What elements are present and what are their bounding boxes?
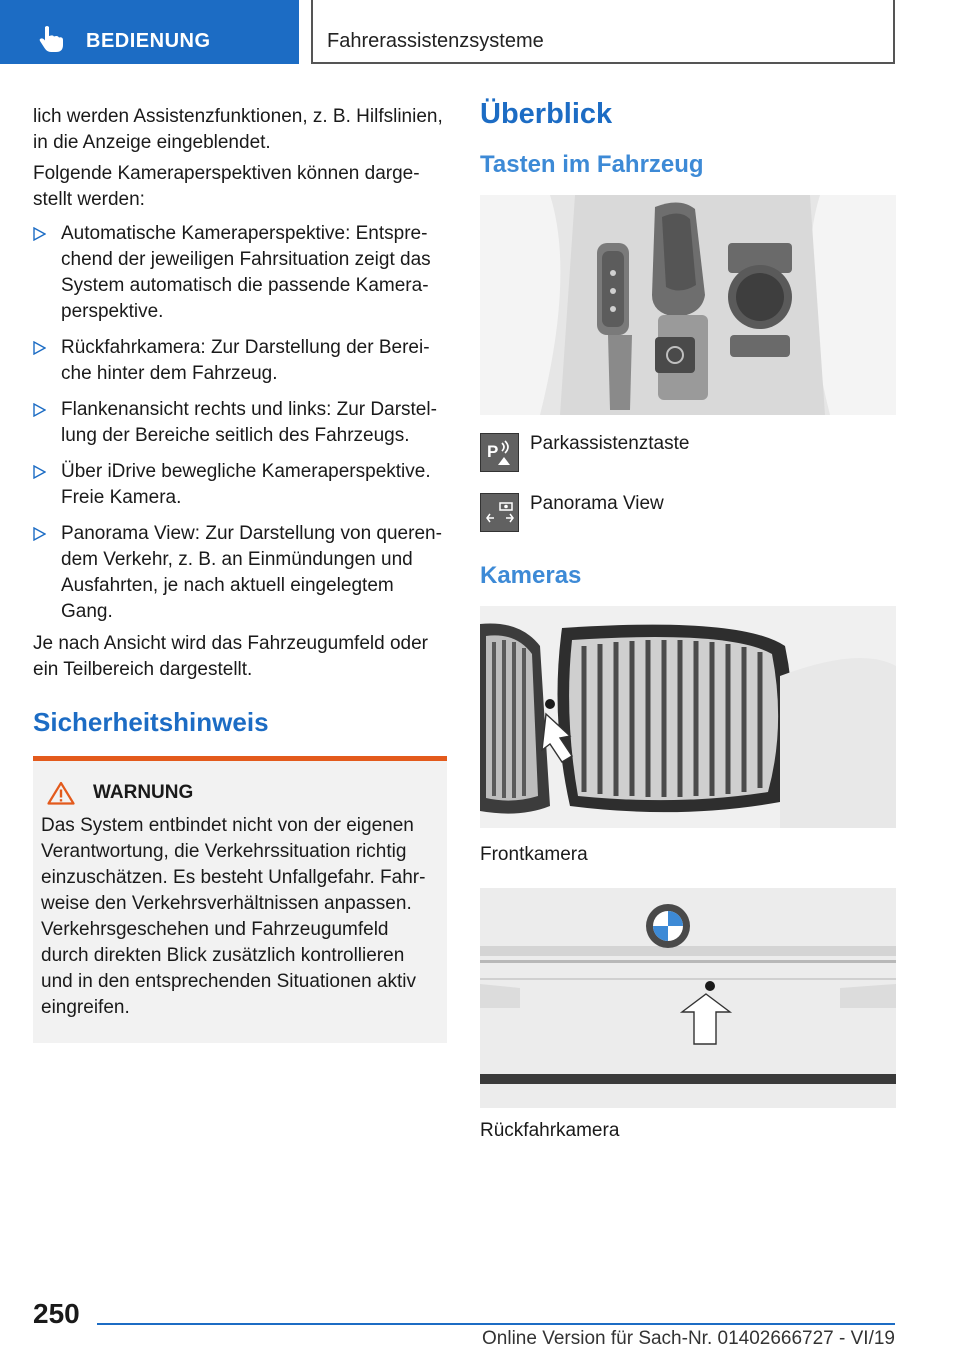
front-camera-photo	[480, 606, 896, 828]
console-illustration	[480, 195, 896, 415]
perspective-list	[33, 221, 447, 625]
bullet-triangle-icon	[33, 227, 46, 241]
list-item-text: Panorama View: Zur Darstellung von querendem Verkehr, z. B. an Einmündungen und Ausfahrten, je nach aktuell eingelegtem Gang.	[61, 523, 442, 622]
list-item-text: Rückfahrkamera: Zur Darstellung der Bereiche hinter dem Fahrzeug.	[61, 337, 430, 384]
list-item	[33, 221, 447, 325]
list-item-text: Über iDrive bewegliche Kameraperspektive. Freie Kamera.	[61, 461, 431, 508]
buttons-heading: Tasten im Fahrzeug	[480, 151, 704, 178]
list-item	[33, 459, 447, 511]
safety-heading: Sicherheitshinweis	[33, 707, 269, 737]
rear-bumper-illustration	[480, 888, 896, 1108]
section-tab[interactable]	[311, 0, 895, 64]
chapter-tab[interactable]	[0, 0, 299, 64]
footer-divider	[97, 1323, 895, 1325]
panorama-view-icon	[480, 493, 519, 532]
list-item-text: Flankenansicht rechts und links: Zur Darstellung der Bereiche seitlich des Fahrzeugs.	[61, 399, 437, 446]
left-column	[33, 104, 447, 1043]
page-number: 250	[33, 1298, 80, 1329]
svg-text:P: P	[486, 441, 498, 461]
park-assist-row	[480, 433, 896, 472]
list-item	[33, 397, 447, 449]
bullet-triangle-icon	[33, 341, 46, 355]
right-column	[480, 98, 896, 1142]
cameras-heading: Kameras	[480, 562, 582, 589]
warning-header	[41, 781, 439, 805]
panorama-view-label: Panorama View	[530, 493, 664, 514]
overview-heading: Überblick	[480, 98, 613, 130]
bullet-triangle-icon	[33, 465, 46, 479]
section-label: Fahrerassistenzsysteme	[327, 30, 544, 52]
warning-box	[33, 756, 447, 1043]
warning-triangle-icon	[47, 781, 75, 805]
page-header	[0, 0, 960, 66]
list-item-text: Automatische Kameraperspektive: Entsprechend der jeweiligen Fahrsituation zeigt das System automatisch die passende Kameraperspektive.	[61, 223, 431, 322]
console-photo	[480, 195, 896, 415]
perspectives-lead: Folgende Kameraperspektiven können dargestellt werden:	[33, 163, 420, 210]
rear-camera-caption: Rückfahrkamera	[480, 1120, 620, 1141]
panorama-view-row	[480, 493, 896, 532]
rear-camera-photo	[480, 888, 896, 1108]
bullet-triangle-icon	[33, 403, 46, 417]
front-camera-caption: Frontkamera	[480, 844, 588, 865]
pointing-hand-icon	[36, 24, 66, 54]
warning-title: WARNUNG	[93, 782, 194, 803]
front-grille-illustration	[480, 606, 896, 828]
intro-paragraph: lich werden Assistenzfunktionen, z. B. Hilfslinien, in die Anzeige eingeblendet.	[33, 106, 443, 153]
bullet-triangle-icon	[33, 527, 46, 541]
chapter-label: BEDIENUNG	[86, 30, 211, 52]
park-assist-label: Parkassistenztaste	[530, 433, 690, 454]
park-assist-icon	[480, 433, 519, 472]
list-item	[33, 521, 447, 625]
list-item	[33, 335, 447, 387]
warning-text: Das System entbindet nicht von der eigenen Verantwortung, die Verkehrssituation richtig einzuschätzen. Es besteht Unfallgefahr. Fahrweise den Verkehrsverhältnissen anpassen. Verkehrsgeschehen und Fahrzeugumfeld durch direkten Blick zusätzlich kontrollieren und in den entsprechenden Situationen aktiv eingreifen.	[41, 815, 426, 1018]
footer-text: Online Version für Sach-Nr. 01402666727 - VI/19	[482, 1328, 895, 1349]
closing-paragraph: Je nach Ansicht wird das Fahrzeugumfeld oder ein Teilbereich dargestellt.	[33, 633, 428, 680]
